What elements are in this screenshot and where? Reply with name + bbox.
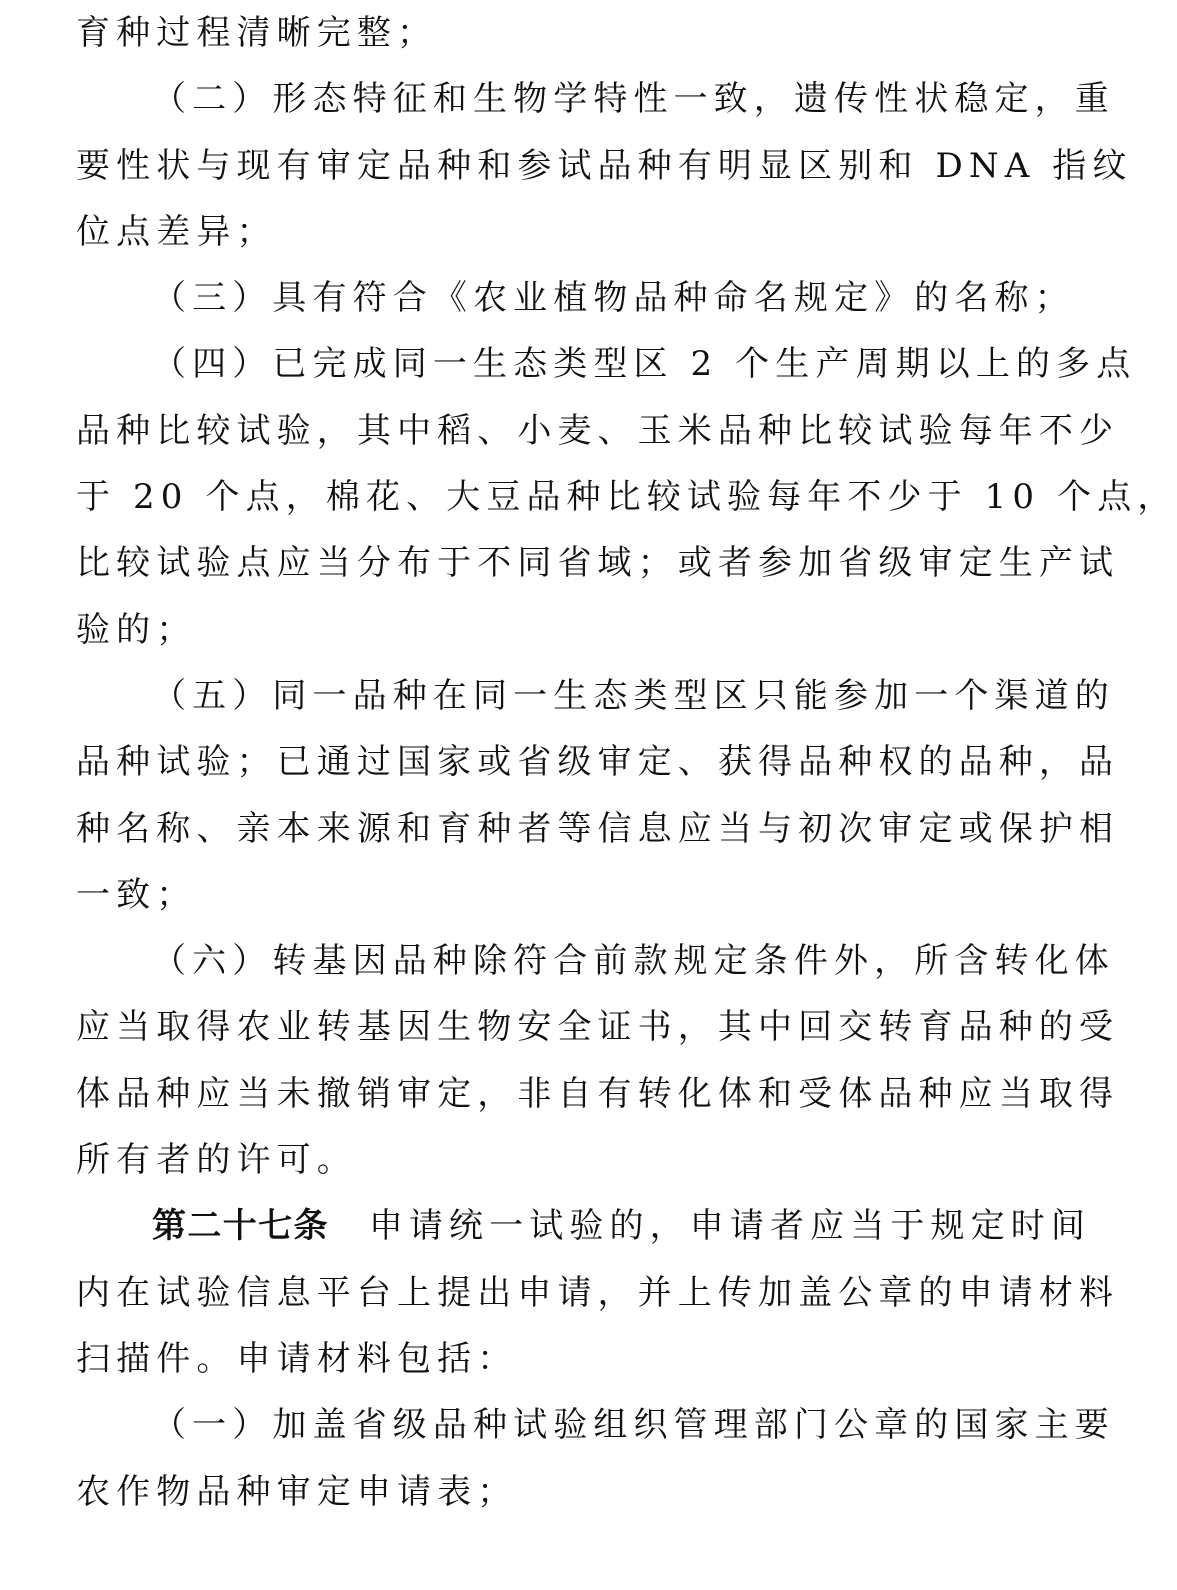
article-first-line: 申请统一试验的，申请者应当于规定时间 xyxy=(368,1206,1091,1247)
body-line: （四）已完成同一生态类型区 2 个生产周期以上的多点 xyxy=(152,344,1137,385)
body-line: （二）形态特征和生物学特性一致，遗传性状稳定，重 xyxy=(152,79,1115,120)
body-line: 位点差异； xyxy=(76,211,277,252)
body-line: 要性状与现有审定品种和参试品种有明显区别和 DNA 指纹 xyxy=(76,145,1133,186)
body-line: 内在试验信息平台上提出申请，并上传加盖公章的申请材料 xyxy=(76,1272,1120,1313)
body-line: 一致； xyxy=(76,874,197,915)
body-line: 比较试验点应当分布于不同省域；或者参加省级审定生产试 xyxy=(76,543,1120,584)
body-line: 体品种应当未撤销审定，非自有转化体和受体品种应当取得 xyxy=(76,1073,1120,1114)
body-line: 育种过程清晰完整； xyxy=(76,13,438,53)
body-line: 品种比较试验，其中稻、小麦、玉米品种比较试验每年不少 xyxy=(76,410,1120,451)
article-heading-line xyxy=(76,1193,1091,1259)
body-line: （三）具有符合《农业植物品种命名规定》的名称； xyxy=(152,278,1075,319)
body-line: 应当取得农业转基因生物安全证书，其中回交转育品种的受 xyxy=(76,1007,1120,1048)
body-line: （一）加盖省级品种试验组织管理部门公章的国家主要 xyxy=(152,1405,1115,1446)
body-line: 种名称、亲本来源和育种者等信息应当与初次审定或保护相 xyxy=(76,808,1120,849)
body-line: 品种试验；已通过国家或省级审定、获得品种权的品种，品 xyxy=(76,742,1120,783)
body-line: 农作物品种审定申请表； xyxy=(76,1471,518,1512)
body-line: 于 20 个点，棉花、大豆品种比较试验每年不少于 10 个点， xyxy=(76,477,1177,518)
article-number: 第二十七条 xyxy=(152,1206,329,1247)
body-line: （五）同一品种在同一生态类型区只能参加一个渠道的 xyxy=(152,675,1115,716)
document-body xyxy=(76,0,1177,1525)
body-line: （六）转基因品种除符合前款规定条件外，所含转化体 xyxy=(152,941,1115,982)
body-line: 所有者的许可。 xyxy=(76,1140,357,1181)
body-line: 验的； xyxy=(76,609,197,650)
body-line: 扫描件。申请材料包括： xyxy=(76,1338,518,1379)
